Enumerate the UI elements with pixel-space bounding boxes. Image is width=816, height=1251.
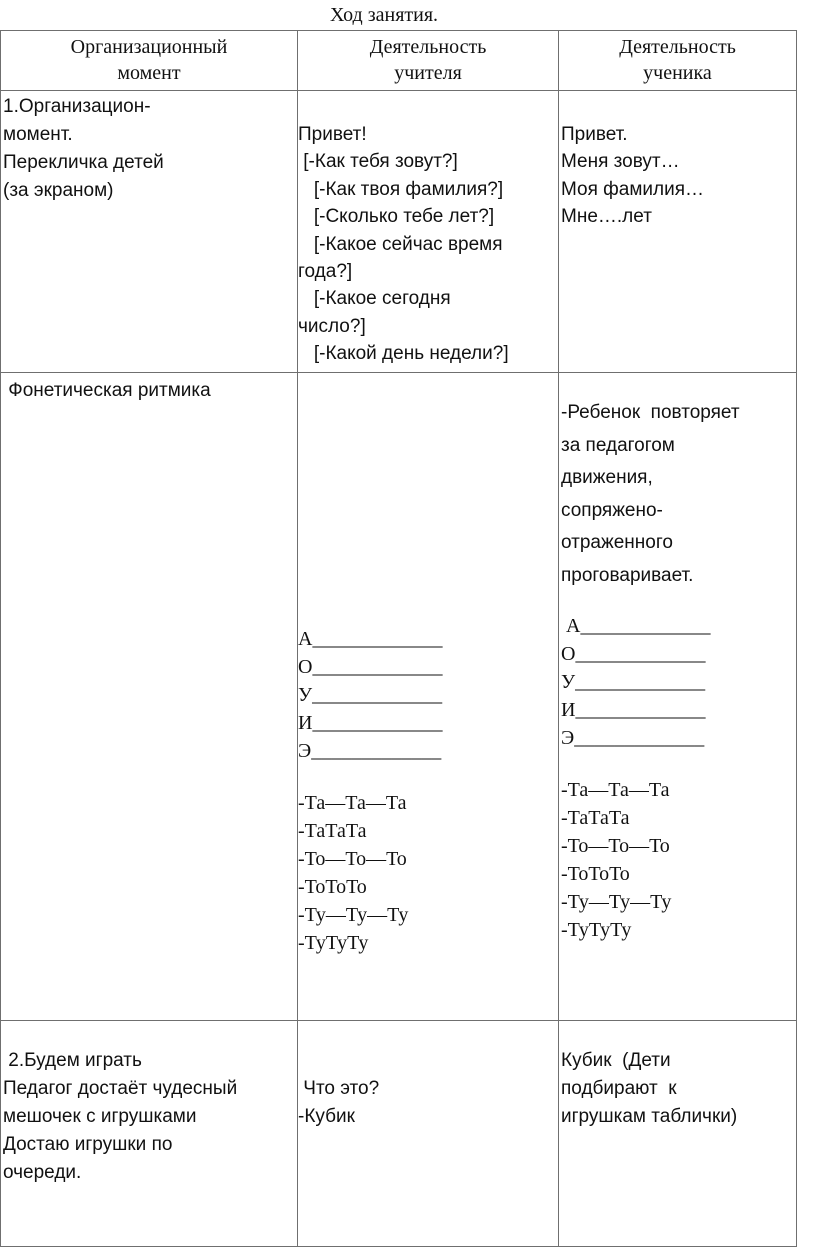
row2-teacher-syllables: -Та—Та—Та -ТаТаТа -То—То—То -ТоТоТо -Ту—Ту—Ту -ТуТуТу [298, 792, 409, 954]
lesson-table [0, 30, 797, 1247]
row3-stage-text: 2.Будем играть Педагог достаёт чудесный мешочек с игрушками Достаю игрушки по очереди. [3, 1050, 238, 1183]
row2-student-cell [559, 373, 797, 1021]
header-row [1, 31, 797, 91]
header-organizational-moment: Организационный момент [1, 31, 298, 91]
table-row [1, 1021, 797, 1247]
header-student-activity: Деятельность ученика [559, 31, 797, 91]
row3-student-text: Кубик (Дети подбирают к игрушкам таблички) [561, 1050, 738, 1127]
row1-student-text: Привет. Меня зовут… Моя фамилия… Мне….лет [561, 124, 705, 228]
row1-teacher-cell [298, 91, 559, 373]
row2-student-syllables: -Та—Та—Та -ТаТаТа -То—То—То -ТоТоТо -Ту—Ту—Ту -ТуТуТу [561, 779, 672, 941]
row3-student-cell [559, 1021, 797, 1247]
row2-student-description: -Ребенок повторяет за педагогом движения, сопряжено- отраженного проговаривает. [561, 402, 740, 586]
header-teacher-activity: Деятельность учителя [298, 31, 559, 91]
table-row [1, 373, 797, 1021]
table-row [1, 91, 797, 373]
row3-stage-cell [1, 1021, 298, 1247]
row2-stage-cell [1, 373, 298, 1021]
row1-teacher-text: Привет! [-Как тебя зовут?] [-Как твоя фамилия?] [-Сколько тебе лет?] [-Какое сейчас время года?] [-Какое сегодня число?] [-Какой день недели?] [298, 124, 509, 365]
page-title: Ход занятия. [329, 4, 439, 26]
row2-student-vowels: А_____________ О_____________ У_____________ И_____________ Э_____________ [561, 615, 711, 749]
row2-teacher-cell [298, 373, 559, 1021]
row1-stage-cell [1, 91, 298, 373]
row2-teacher-vowels: А_____________ О_____________ У_____________ И_____________ Э_____________ [298, 628, 443, 762]
row1-stage-text: 1.Организацион- момент. Перекличка детей (за экраном) [3, 96, 164, 201]
row3-teacher-text: Что это? -Кубик [298, 1078, 380, 1127]
row2-stage-text: Фонетическая ритмика [3, 380, 211, 401]
row3-teacher-cell [298, 1021, 559, 1247]
row1-student-cell [559, 91, 797, 373]
